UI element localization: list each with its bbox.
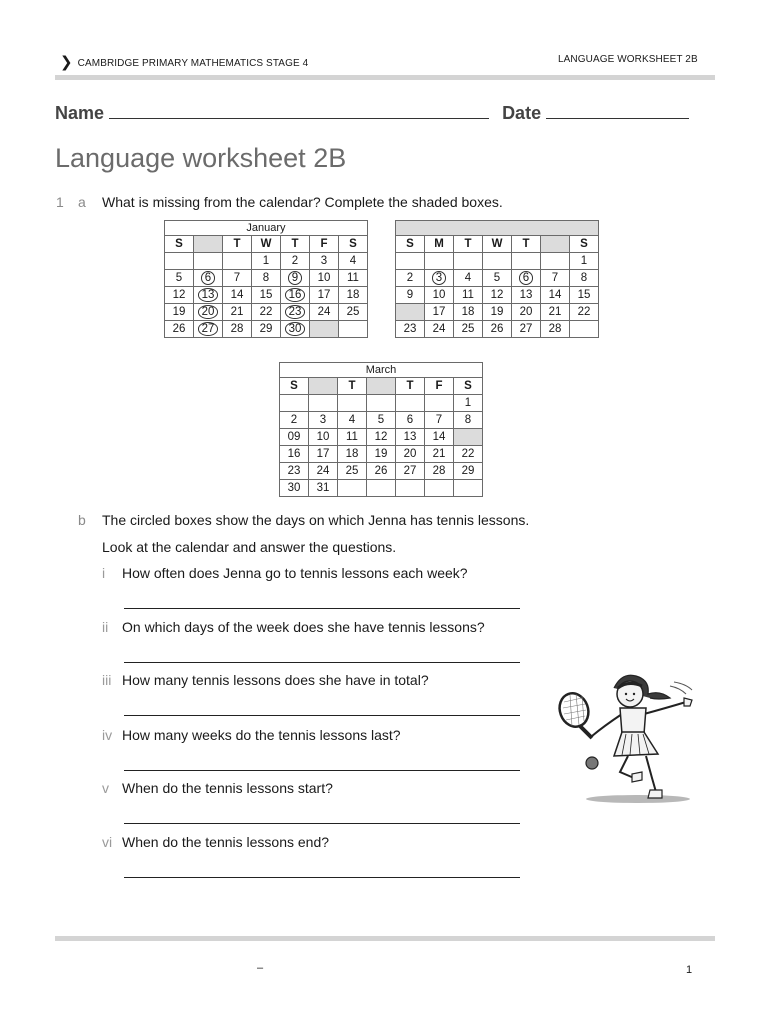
date-cell: 10 <box>309 429 338 446</box>
date-field[interactable] <box>546 104 689 119</box>
date-cell: 26 <box>165 321 194 338</box>
circled-date: 27 <box>198 322 219 336</box>
date-cell: 17 <box>310 287 339 304</box>
subquestion-3 <box>102 672 429 690</box>
subquestion-5 <box>102 780 333 798</box>
tennis-player-illustration <box>552 668 708 808</box>
date-cell <box>339 321 368 338</box>
circled-date: 9 <box>288 271 302 285</box>
date-cell: 4 <box>454 270 483 287</box>
date-cell <box>338 395 367 412</box>
date-cell: 2 <box>396 270 425 287</box>
date-cell: 30 <box>280 480 309 497</box>
circled-date: 23 <box>285 305 306 319</box>
day-header-cell: S <box>570 236 599 253</box>
date-cell: 20 <box>396 446 425 463</box>
date-cell: 11 <box>338 429 367 446</box>
date-cell <box>454 253 483 270</box>
date-cell: 15 <box>252 287 281 304</box>
date-cell: 25 <box>454 321 483 338</box>
calendar-week-row <box>280 463 483 480</box>
date-cell: 21 <box>425 446 454 463</box>
date-cell: 12 <box>483 287 512 304</box>
day-header-cell: F <box>310 236 339 253</box>
calendar-3 <box>279 362 483 497</box>
date-cell: 19 <box>165 304 194 321</box>
subquestion-text: How many tennis lessons does she have in total? <box>122 672 429 688</box>
subquestion-text: When do the tennis lessons start? <box>122 780 333 796</box>
date-cell: 17 <box>309 446 338 463</box>
date-cell <box>367 480 396 497</box>
date-cell: 22 <box>570 304 599 321</box>
answer-line[interactable] <box>124 608 520 609</box>
date-cell <box>194 253 223 270</box>
date-cell <box>512 253 541 270</box>
subquestion-number: v <box>102 780 109 796</box>
date-cell: 1 <box>454 395 483 412</box>
calendar-week-row <box>165 287 368 304</box>
day-header-cell: S <box>280 378 309 395</box>
date-cell: 25 <box>339 304 368 321</box>
subquestion-2 <box>102 619 485 637</box>
calendar-week-row <box>280 395 483 412</box>
date-cell: 9 <box>396 287 425 304</box>
circled-date: 20 <box>198 305 219 319</box>
day-header-cell: W <box>483 236 512 253</box>
date-cell <box>425 253 454 270</box>
day-header-cell: T <box>223 236 252 253</box>
date-cell: 19 <box>367 446 396 463</box>
date-cell <box>512 270 541 287</box>
date-cell <box>338 480 367 497</box>
date-cell: 14 <box>223 287 252 304</box>
calendar-week-row <box>280 429 483 446</box>
subquestion-1 <box>102 565 468 583</box>
date-cell: 20 <box>512 304 541 321</box>
subquestion-text: How many weeks do the tennis lessons last? <box>122 727 401 743</box>
calendar-week-row <box>280 412 483 429</box>
shaded-day-header-cell[interactable] <box>367 378 396 395</box>
header-left <box>60 52 308 70</box>
day-header-cell: S <box>396 236 425 253</box>
name-date-row <box>55 103 689 124</box>
date-cell: 18 <box>339 287 368 304</box>
subquestion-number: ii <box>102 619 109 635</box>
circled-date: 30 <box>285 322 306 336</box>
calendar-1 <box>164 220 368 338</box>
subquestion-6 <box>102 834 329 852</box>
part-a-text: What is missing from the calendar? Complete the shaded boxes. <box>102 194 503 210</box>
circled-date: 3 <box>432 271 446 285</box>
date-cell <box>570 321 599 338</box>
date-cell <box>280 395 309 412</box>
date-cell: 1 <box>252 253 281 270</box>
calendar-week-row <box>280 446 483 463</box>
date-cell: 18 <box>338 446 367 463</box>
date-cell <box>541 253 570 270</box>
shaded-day-header-cell[interactable] <box>309 378 338 395</box>
shaded-date-cell[interactable] <box>396 304 425 321</box>
subquestion-number: iv <box>102 727 113 743</box>
date-cell: 8 <box>252 270 281 287</box>
calendar-week-row <box>165 304 368 321</box>
part-b-text-2: Look at the calendar and answer the questions. <box>102 539 397 555</box>
question-number: 1 <box>56 194 64 210</box>
date-cell: 26 <box>483 321 512 338</box>
date-cell: 16 <box>280 446 309 463</box>
date-cell: 19 <box>483 304 512 321</box>
date-cell: 26 <box>367 463 396 480</box>
subquestion-number: vi <box>102 834 113 850</box>
circled-date: 6 <box>519 271 533 285</box>
date-cell: 09 <box>280 429 309 446</box>
part-a-letter: a <box>78 194 86 210</box>
calendar-week-row <box>396 304 599 321</box>
date-cell: 5 <box>483 270 512 287</box>
date-cell: 6 <box>396 412 425 429</box>
date-cell: 15 <box>570 287 599 304</box>
date-cell: 7 <box>541 270 570 287</box>
date-cell: 25 <box>338 463 367 480</box>
date-cell: 31 <box>309 480 338 497</box>
date-cell: 8 <box>454 412 483 429</box>
date-cell <box>309 395 338 412</box>
subquestion-text: On which days of the week does she have tennis lessons? <box>122 619 485 635</box>
shaded-day-header-cell[interactable] <box>541 236 570 253</box>
date-cell: 12 <box>367 429 396 446</box>
date-cell <box>281 270 310 287</box>
date-cell: 3 <box>309 412 338 429</box>
calendar-month-name: March <box>280 363 483 378</box>
date-cell: 21 <box>223 304 252 321</box>
date-cell: 24 <box>309 463 338 480</box>
date-cell: 24 <box>425 321 454 338</box>
date-cell <box>454 480 483 497</box>
date-cell: 3 <box>310 253 339 270</box>
date-cell <box>425 480 454 497</box>
date-cell: 14 <box>541 287 570 304</box>
date-cell: 18 <box>454 304 483 321</box>
date-cell <box>194 287 223 304</box>
date-cell <box>194 270 223 287</box>
date-cell: 28 <box>223 321 252 338</box>
day-header-cell: T <box>338 378 367 395</box>
subquestion-4 <box>102 727 401 745</box>
date-cell: 10 <box>310 270 339 287</box>
date-cell: 22 <box>454 446 483 463</box>
day-header-cell: M <box>425 236 454 253</box>
calendar-week-row <box>396 253 599 270</box>
date-cell <box>396 395 425 412</box>
date-cell: 4 <box>338 412 367 429</box>
name-label: Name <box>55 103 105 123</box>
answer-line[interactable] <box>124 662 520 663</box>
date-cell: 10 <box>425 287 454 304</box>
header-course-title: CAMBRIDGE PRIMARY MATHEMATICS STAGE 4 <box>77 58 309 69</box>
circled-date: 13 <box>198 288 219 302</box>
footer-dash: – <box>257 962 264 974</box>
date-cell: 4 <box>339 253 368 270</box>
date-cell: 7 <box>223 270 252 287</box>
date-cell: 28 <box>541 321 570 338</box>
date-cell: 23 <box>280 463 309 480</box>
subquestion-number: iii <box>102 672 112 688</box>
date-cell <box>194 321 223 338</box>
subquestion-text: When do the tennis lessons end? <box>122 834 330 850</box>
day-header-cell: S <box>339 236 368 253</box>
date-cell: 8 <box>570 270 599 287</box>
footer-divider <box>55 936 715 941</box>
calendar-week-row <box>165 253 368 270</box>
date-cell: 11 <box>339 270 368 287</box>
date-cell: 29 <box>252 321 281 338</box>
header-divider <box>55 75 715 80</box>
day-header-cell: T <box>454 236 483 253</box>
day-header-cell: W <box>252 236 281 253</box>
date-cell: 5 <box>165 270 194 287</box>
date-cell <box>281 304 310 321</box>
answer-line[interactable] <box>124 877 520 878</box>
part-b-text-1: The circled boxes show the days on which Jenna has tennis lessons. <box>102 512 530 528</box>
chevron-right-icon: ❯ <box>60 54 73 71</box>
shaded-date-cell[interactable] <box>454 429 483 446</box>
subquestion-text: How often does Jenna go to tennis lessons each week? <box>122 565 468 581</box>
circled-date: 6 <box>201 271 215 285</box>
calendar-week-row <box>280 480 483 497</box>
shaded-day-header-cell[interactable] <box>194 236 223 253</box>
calendar-month-name: January <box>165 221 368 236</box>
date-cell: 11 <box>454 287 483 304</box>
date-cell: 27 <box>512 321 541 338</box>
date-cell: 14 <box>425 429 454 446</box>
calendar-week-row <box>165 321 368 338</box>
date-cell: 22 <box>252 304 281 321</box>
date-cell: 2 <box>280 412 309 429</box>
date-cell: 2 <box>281 253 310 270</box>
date-cell: 7 <box>425 412 454 429</box>
date-cell <box>194 304 223 321</box>
page-title: Language worksheet 2B <box>55 143 347 173</box>
circled-date: 16 <box>285 288 306 302</box>
shaded-date-cell[interactable] <box>310 321 339 338</box>
date-cell <box>281 321 310 338</box>
calendar-week-row <box>396 270 599 287</box>
calendar-month-name[interactable] <box>396 221 599 236</box>
header-worksheet-title: LANGUAGE WORKSHEET 2B <box>558 54 698 65</box>
answer-line[interactable] <box>124 715 520 716</box>
date-cell <box>281 287 310 304</box>
subquestion-number: i <box>102 565 106 581</box>
calendar-2 <box>395 220 599 338</box>
date-cell <box>396 253 425 270</box>
answer-line[interactable] <box>124 770 520 771</box>
date-cell <box>483 253 512 270</box>
answer-line[interactable] <box>124 823 520 824</box>
calendar-week-row <box>396 287 599 304</box>
date-cell: 13 <box>396 429 425 446</box>
date-cell: 5 <box>367 412 396 429</box>
name-field[interactable] <box>109 104 489 119</box>
day-header-cell: T <box>281 236 310 253</box>
date-cell <box>223 253 252 270</box>
date-cell <box>425 395 454 412</box>
date-cell: 17 <box>425 304 454 321</box>
calendar-week-row <box>396 321 599 338</box>
date-cell <box>367 395 396 412</box>
date-cell: 24 <box>310 304 339 321</box>
day-header-cell: F <box>425 378 454 395</box>
date-cell <box>165 253 194 270</box>
date-cell: 21 <box>541 304 570 321</box>
day-header-cell: T <box>396 378 425 395</box>
date-cell: 23 <box>396 321 425 338</box>
date-cell: 28 <box>425 463 454 480</box>
calendar-week-row <box>165 270 368 287</box>
date-cell <box>396 480 425 497</box>
date-cell <box>425 270 454 287</box>
date-cell: 12 <box>165 287 194 304</box>
date-cell: 29 <box>454 463 483 480</box>
day-header-cell: S <box>165 236 194 253</box>
date-label: Date <box>502 103 542 123</box>
date-cell: 13 <box>512 287 541 304</box>
date-cell: 1 <box>570 253 599 270</box>
day-header-cell: S <box>454 378 483 395</box>
part-b-letter: b <box>78 512 86 528</box>
page-number: 1 <box>686 964 693 976</box>
date-cell: 27 <box>396 463 425 480</box>
day-header-cell: T <box>512 236 541 253</box>
